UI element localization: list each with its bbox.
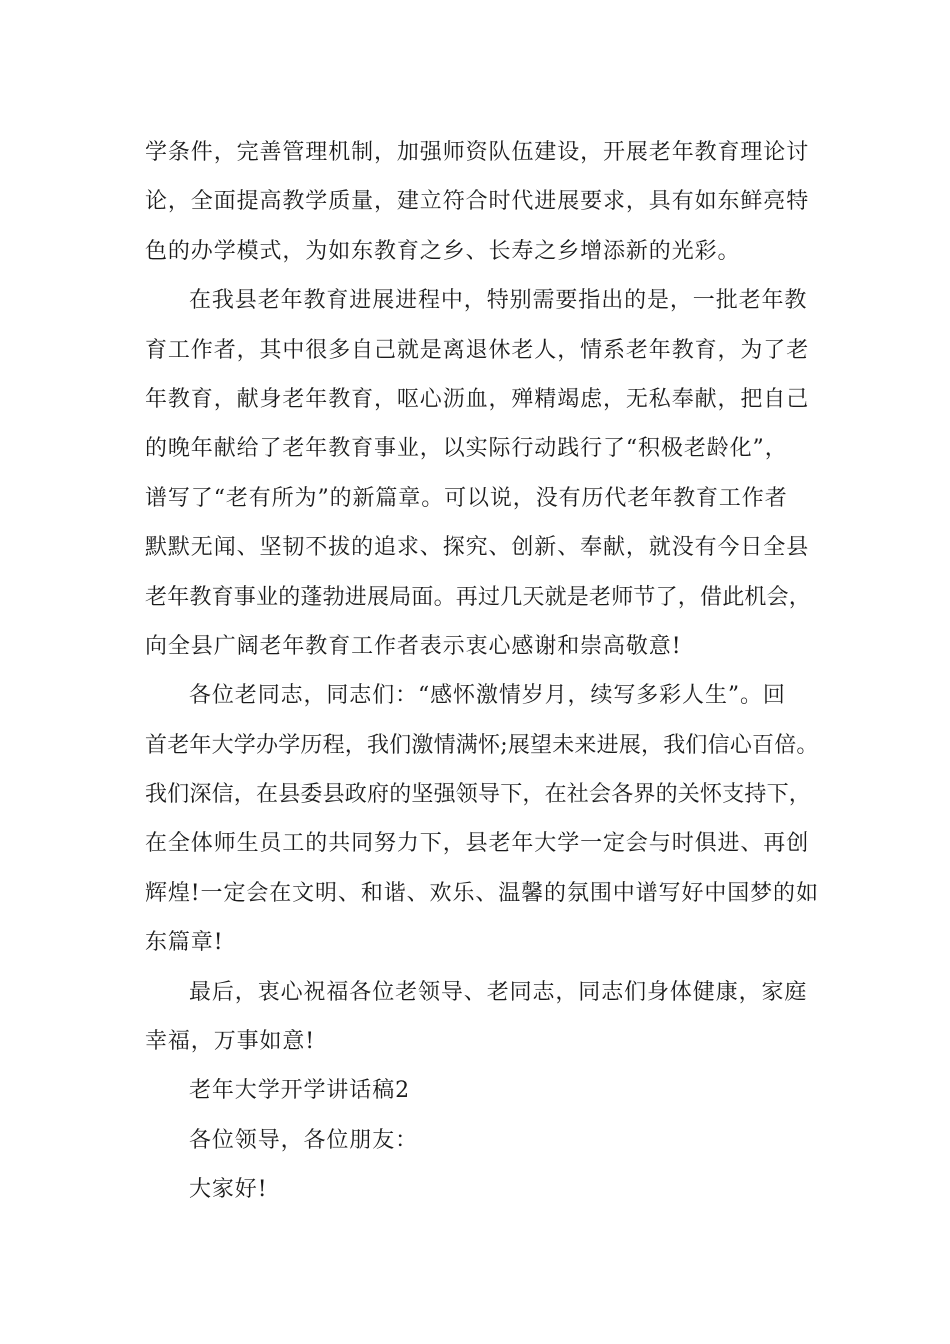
- text-line: 我们深信，在县委县政府的坚强领导下，在社会各界的关怀支持下，: [145, 782, 812, 808]
- text-line: 谱写了“老有所为”的新篇章。可以说，没有历代老年教育工作者: [145, 485, 788, 511]
- text-line: 最后，衷心祝福各位老领导、老同志，同志们身体健康，家庭: [189, 979, 808, 1005]
- greeting: [145, 1165, 830, 1214]
- text-line: 大家好!: [189, 1177, 268, 1203]
- text-line: 各位领导，各位朋友：: [189, 1127, 419, 1153]
- text-line: 论，全面提高教学质量，建立符合时代进展要求，具有如东鲜亮特: [145, 189, 810, 215]
- section-heading: [145, 1066, 830, 1115]
- paragraph: [145, 128, 830, 276]
- paragraph: [145, 671, 830, 967]
- text-line: 向全县广阔老年教育工作者表示衷心感谢和崇高敬意!: [145, 633, 682, 659]
- text-line: 育工作者，其中很多自己就是离退休老人，情系老年教育，为了老: [145, 337, 810, 363]
- text-line: 各位老同志，同志们：“感怀激情岁月，续写多彩人生”。回: [189, 683, 786, 709]
- text-line: 的晚年献给了老年教育事业，以实际行动践行了“积极老龄化”，: [145, 436, 788, 462]
- text-line: 老年教育事业的蓬勃进展局面。再过几天就是老师节了，借此机会，: [145, 584, 812, 610]
- text-line: 首老年大学办学历程，我们激情满怀;展望未来进展，我们信心百倍。: [145, 732, 819, 758]
- text-line: 默默无闻、坚韧不拔的追求、探究、创新、奉献，就没有今日全县: [145, 535, 810, 561]
- text-line: 在全体师生员工的共同努力下，县老年大学一定会与时俱进、再创: [145, 831, 810, 857]
- heading-text: 老年大学开学讲话稿2: [189, 1078, 410, 1104]
- paragraph: [145, 968, 830, 1067]
- text-line: 东篇章!: [145, 930, 224, 956]
- text-line: 年教育，献身老年教育，呕心沥血，殚精竭虑，无私奉献，把自己: [145, 386, 810, 412]
- text-line: 在我县老年教育进展进程中，特别需要指出的是，一批老年教: [189, 288, 808, 314]
- salutation: [145, 1116, 830, 1165]
- document-body: [145, 128, 830, 1215]
- text-line: 幸福，万事如意!: [145, 1029, 316, 1055]
- text-line: 色的办学模式，为如东教育之乡、长寿之乡增添新的光彩。: [145, 238, 741, 264]
- text-line: 学条件，完善管理机制，加强师资队伍建设，开展老年教育理论讨: [145, 140, 810, 165]
- paragraph: [145, 276, 830, 671]
- text-line: 辉煌!一定会在文明、和谐、欢乐、温馨的氛围中谱写好中国梦的如: [145, 880, 819, 906]
